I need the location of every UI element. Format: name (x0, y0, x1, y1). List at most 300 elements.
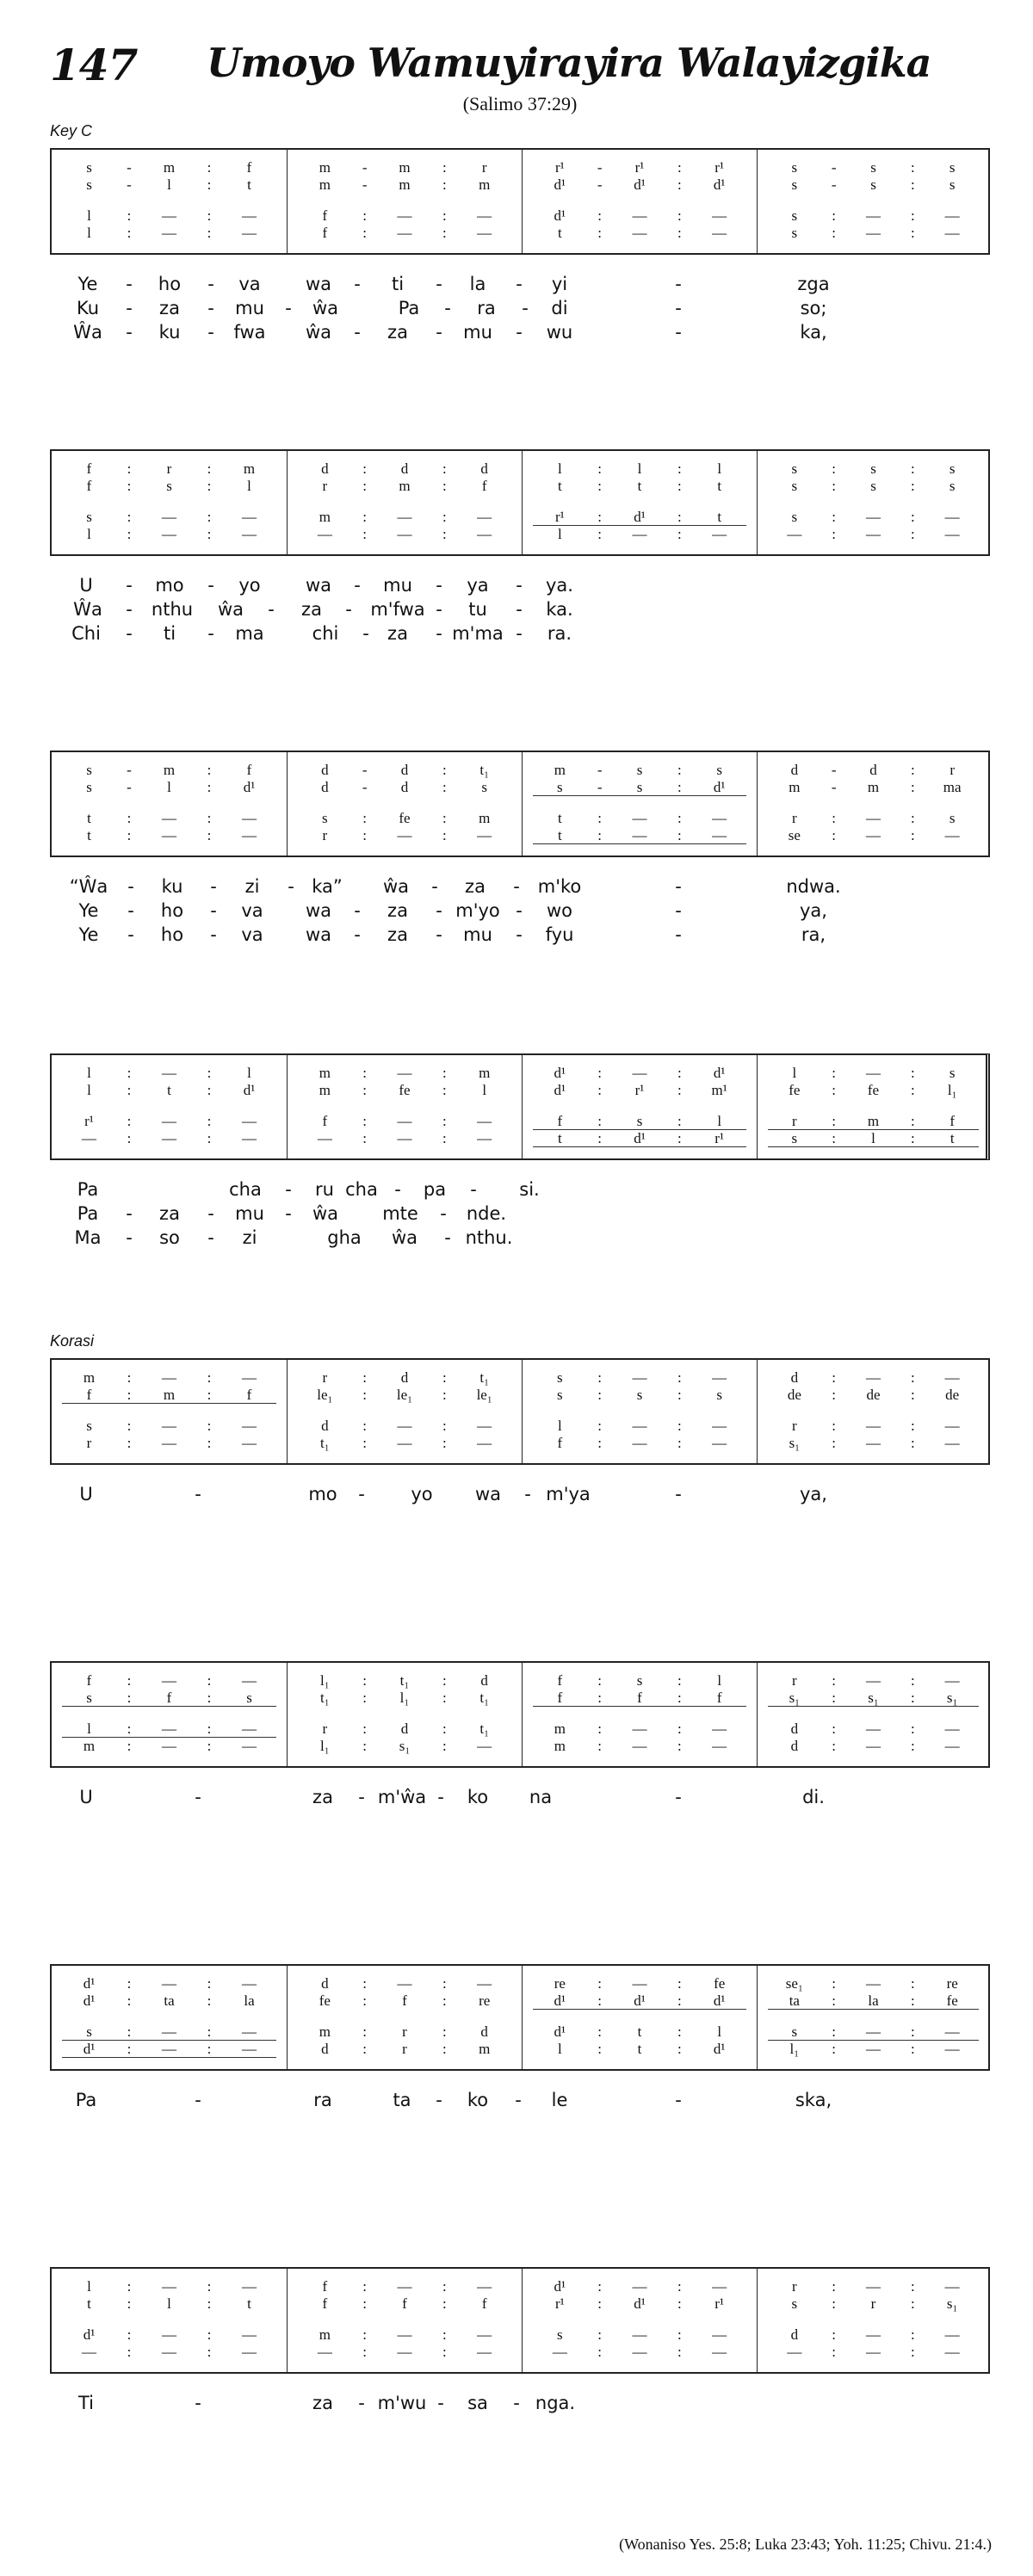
lyric-syllable: Pa (77, 1179, 99, 1200)
solfa-note: d (790, 1720, 799, 1737)
solfa-note: r (481, 159, 487, 176)
lyric-syllable: mu (235, 1203, 264, 1224)
solfa-note: — (866, 2041, 881, 2057)
voice-row (533, 160, 746, 176)
syllable-hyphen: - (354, 575, 361, 596)
syllable-hyphen: - (345, 599, 352, 620)
measure (757, 752, 989, 856)
beat-separator: : (910, 159, 915, 176)
measure (757, 2269, 989, 2372)
syllable-hyphen: - (207, 298, 214, 318)
syllable-hyphen: - (675, 876, 682, 897)
beat-separator: : (910, 225, 915, 241)
solfa-note: f (481, 478, 487, 494)
beat-separator: : (832, 2295, 837, 2312)
lyric-syllable: za (465, 876, 486, 897)
beat-separator: - (597, 176, 603, 193)
voice-row (533, 1387, 746, 1403)
solfa-note: d¹ (554, 1992, 566, 2009)
lyric-line (0, 1227, 1033, 1251)
solfa-note: r¹ (714, 2295, 725, 2312)
solfa-note: f (557, 1435, 563, 1451)
syllable-hyphen: - (126, 623, 133, 644)
solfa-note: — (162, 1435, 176, 1451)
solfa-note: s (86, 1418, 92, 1434)
solfa-note: l (717, 1113, 722, 1129)
measure (287, 1360, 522, 1463)
voice-row (298, 1387, 511, 1403)
beat-separator: : (207, 1435, 212, 1451)
beat-separator: : (127, 2023, 132, 2040)
beat-separator: : (207, 2326, 212, 2343)
measure (287, 1663, 522, 1766)
solfa-note: t (557, 810, 562, 826)
lyric-syllable: mu (463, 322, 492, 343)
lyric-syllable: m'wu (377, 2393, 427, 2413)
beat-separator: : (597, 1387, 603, 1403)
measure (52, 2269, 287, 2372)
beat-separator: : (832, 1065, 837, 1081)
beat-separator: : (832, 1435, 837, 1451)
lyric-syllable: zga (797, 274, 830, 294)
beat-separator: - (127, 779, 132, 795)
solfa-note: t₁ (479, 1690, 489, 1706)
beat-separator: : (442, 1690, 447, 1706)
beat-separator: : (362, 1672, 368, 1689)
solfa-note: s (949, 159, 956, 176)
voice-row (298, 1739, 511, 1754)
voice-row (533, 461, 746, 477)
beat-separator: : (597, 1418, 603, 1434)
solfa-note: r (322, 827, 328, 843)
solfa-note: r (792, 2278, 797, 2295)
lyric-syllable: pa (423, 1179, 447, 1200)
beat-separator: : (832, 1418, 837, 1434)
lyric-syllable: wa (305, 924, 332, 945)
beat-separator: : (597, 1690, 603, 1706)
solfa-note: m (399, 159, 411, 176)
lyric-syllable: za (312, 2393, 333, 2413)
beat-separator: : (597, 509, 603, 525)
solfa-note: m (83, 1738, 96, 1754)
solfa-note: d (790, 1738, 799, 1754)
solfa-note: l (637, 460, 642, 477)
solfa-note: — (787, 526, 802, 542)
solfa-note: — (944, 1435, 960, 1451)
syllable-hyphen: - (207, 322, 214, 343)
solfa-note: d¹ (713, 176, 726, 193)
beat-separator: : (362, 1992, 368, 2009)
solfa-note: f (402, 1992, 407, 2009)
solfa-note: r (322, 478, 328, 494)
solfa-note: m (163, 1387, 176, 1403)
voice-row (298, 1418, 511, 1434)
solfa-note: f (557, 1113, 563, 1129)
solfa-note: s (870, 176, 876, 193)
solfa-note: re (946, 1975, 958, 1992)
beat-separator: : (910, 478, 915, 494)
voice-row (533, 811, 746, 826)
solfa-note: — (397, 526, 412, 542)
voice-row (298, 2024, 511, 2040)
voice-row (298, 2279, 511, 2295)
beat-separator: : (207, 1738, 212, 1754)
solfa-note: s (791, 478, 798, 494)
beat-separator: : (127, 460, 132, 477)
solfa-note: r (949, 762, 956, 778)
beat-separator: : (207, 2278, 212, 2295)
measure (757, 451, 989, 554)
beat-separator: : (677, 1130, 682, 1146)
voice-row (62, 208, 276, 224)
voice-row (298, 1721, 511, 1737)
solfa-note: s (86, 779, 92, 795)
beat-separator: : (910, 1975, 915, 1992)
beat-separator: : (597, 2278, 603, 2295)
beat-separator: : (362, 2326, 368, 2343)
syllable-hyphen: - (358, 1787, 365, 1807)
solfa-note: s (791, 509, 798, 525)
solfa-note: — (944, 827, 960, 843)
syllable-hyphen: - (436, 599, 442, 620)
lyric-line (0, 298, 1033, 322)
voice-row (768, 1083, 979, 1098)
lyric-syllable: mu (235, 298, 264, 318)
solfa-note: — (397, 207, 412, 224)
lyric-syllable: m'ma (452, 623, 504, 644)
voice-row (533, 2279, 746, 2295)
voice-row (768, 1976, 979, 1992)
lyric-syllable: nga. (535, 2393, 576, 2413)
lyric-line (0, 1179, 1033, 1203)
voice-row (62, 177, 276, 193)
syllable-hyphen: - (436, 924, 442, 945)
voice-row (533, 828, 746, 844)
solfa-note: r (792, 1672, 797, 1689)
solfa-note: t (87, 2295, 91, 2312)
solfa-note: d¹ (554, 2023, 566, 2040)
solfa-note: m (479, 810, 491, 826)
beat-separator: : (127, 1690, 132, 1706)
solfa-note: f (322, 207, 328, 224)
solfa-note: d (400, 1369, 409, 1386)
voice-row (298, 527, 511, 542)
voice-row (298, 780, 511, 795)
voice-row (298, 225, 511, 241)
solfa-note: s (949, 176, 956, 193)
voice-row (768, 208, 979, 224)
solfa-note: — (397, 509, 412, 525)
voice-row (768, 2327, 979, 2343)
syllable-hyphen: - (285, 1203, 292, 1224)
solfa-note: l (871, 1130, 875, 1146)
voice-row (768, 1418, 979, 1434)
voice-row (533, 1418, 746, 1434)
solfa-note: s (791, 1130, 798, 1146)
beat-separator: : (207, 225, 212, 241)
voice-row (533, 479, 746, 494)
syllable-hyphen: - (444, 298, 451, 318)
lyric-syllable: yi (551, 274, 568, 294)
solfa-note: — (242, 207, 257, 224)
beat-separator: - (597, 762, 603, 778)
voice-row (62, 1436, 276, 1451)
solfa-note: m (867, 1113, 880, 1129)
measure (52, 1966, 287, 2069)
beat-separator: : (910, 2295, 915, 2312)
syllable-hyphen: - (195, 2393, 201, 2413)
solfa-note: — (944, 526, 960, 542)
solfa-note: s (636, 1672, 643, 1689)
solfa-note: la (868, 1992, 879, 2009)
lyric-syllable: ti (391, 274, 405, 294)
solfa-note: l (717, 2023, 722, 2040)
beat-separator: : (442, 460, 447, 477)
beat-separator: - (831, 176, 837, 193)
voice-row (62, 2042, 276, 2058)
lyric-syllable: za (312, 1787, 333, 1807)
solfa-note: d¹ (554, 176, 566, 193)
hymn-subtitle: (Salimo 37:29) (462, 93, 578, 114)
hymn-title: Umoyo Wamuyirayira Walayizgika (207, 40, 931, 86)
voice-row (298, 811, 511, 826)
beat-separator: : (832, 526, 837, 542)
solfa-note: t₁ (320, 1690, 330, 1706)
solfa-note: d (321, 2041, 329, 2057)
solfa-note: s (949, 478, 956, 494)
beat-separator: : (910, 827, 915, 843)
solfa-note: t (247, 2295, 251, 2312)
solfa-note: — (866, 1672, 881, 1689)
beat-separator: : (207, 1387, 212, 1403)
solfa-note: d (400, 460, 409, 477)
beat-separator: : (207, 1690, 212, 1706)
beat-separator: : (362, 1738, 368, 1754)
syllable-hyphen: - (436, 274, 442, 294)
solfa-note: — (712, 1738, 727, 1754)
lyric-syllable: cha (229, 1179, 262, 1200)
solfa-note: — (242, 827, 257, 843)
beat-separator: : (442, 159, 447, 176)
beat-separator: : (677, 1435, 682, 1451)
solfa-note: — (712, 1435, 727, 1451)
solfa-note: — (317, 526, 332, 542)
lyric-syllable: fwa (233, 322, 266, 343)
beat-separator: : (910, 1387, 915, 1403)
beat-separator: : (677, 526, 682, 542)
syllable-hyphen: - (516, 924, 523, 945)
beat-separator: : (597, 1082, 603, 1098)
solfa-note: — (397, 2344, 412, 2360)
beat-separator: : (442, 779, 447, 795)
solfa-note: s (86, 1690, 92, 1706)
lyric-syllable: ka” (312, 876, 343, 897)
solfa-note: — (712, 2278, 727, 2295)
solfa-note: — (632, 2278, 647, 2295)
beat-separator: : (677, 460, 682, 477)
score-system (50, 751, 990, 857)
solfa-note: d¹ (713, 2041, 726, 2057)
solfa-note: — (242, 2326, 257, 2343)
solfa-note: m (479, 2041, 491, 2057)
beat-separator: : (127, 1418, 132, 1434)
lyric-syllable: za (387, 623, 408, 644)
solfa-note: s (949, 1065, 956, 1081)
solfa-note: m (867, 779, 880, 795)
solfa-note: — (477, 827, 492, 843)
beat-separator: : (597, 2326, 603, 2343)
solfa-note: l (557, 460, 562, 477)
lyric-syllable: m'ko (537, 876, 582, 897)
voice-row (62, 479, 276, 494)
solfa-note: — (866, 1975, 881, 1992)
solfa-note: r (792, 1418, 797, 1434)
beat-separator: : (362, 2344, 368, 2360)
beat-separator: - (362, 159, 368, 176)
voice-row (768, 1721, 979, 1737)
lyric-syllable: wu (546, 322, 573, 343)
solfa-note: t (717, 509, 722, 525)
voice-row (62, 1131, 276, 1146)
solfa-note: — (712, 526, 727, 542)
beat-separator: - (831, 779, 837, 795)
syllable-hyphen: - (516, 575, 523, 596)
beat-separator: : (832, 225, 837, 241)
syllable-hyphen: - (354, 924, 361, 945)
solfa-note: — (162, 810, 176, 826)
solfa-note: t (717, 478, 722, 494)
beat-separator: : (832, 478, 837, 494)
solfa-note: r¹ (554, 2295, 565, 2312)
key-label: Key C (50, 122, 93, 139)
solfa-note: f (402, 2295, 407, 2312)
solfa-note: — (162, 1418, 176, 1434)
syllable-hyphen: - (207, 575, 214, 596)
voice-row (62, 2024, 276, 2041)
beat-separator: : (127, 1387, 132, 1403)
lyric-syllable: wa (305, 900, 332, 921)
solfa-note: — (944, 1418, 960, 1434)
beat-separator: : (442, 827, 447, 843)
solfa-note: t₁ (479, 1720, 489, 1737)
voice-row (768, 160, 979, 176)
solfa-note: r (322, 1369, 328, 1386)
measure (522, 2269, 757, 2372)
measure (287, 2269, 522, 2372)
solfa-note: — (944, 2326, 960, 2343)
solfa-note: t₁ (399, 1672, 410, 1689)
lyric-syllable: ŵa (305, 322, 332, 343)
beat-separator: : (677, 478, 682, 494)
solfa-note: se (788, 827, 801, 843)
beat-separator: : (207, 207, 212, 224)
beat-separator: : (910, 1418, 915, 1434)
voice-row (298, 828, 511, 843)
beat-separator: : (442, 1113, 447, 1129)
lyric-syllable: na (529, 1787, 553, 1807)
syllable-hyphen: - (195, 1787, 201, 1807)
beat-separator: - (597, 779, 603, 795)
lyric-syllable: mte (382, 1203, 418, 1224)
beat-separator: : (910, 1738, 915, 1754)
beat-separator: : (597, 225, 603, 241)
solfa-note: — (317, 1130, 332, 1146)
voice-row (768, 177, 979, 193)
voice-row (298, 2344, 511, 2360)
syllable-hyphen: - (285, 1179, 292, 1200)
solfa-note: — (944, 225, 960, 241)
syllable-hyphen: - (126, 298, 133, 318)
lyric-syllable: Ye (78, 900, 99, 921)
syllable-hyphen: - (126, 1203, 133, 1224)
beat-separator: : (597, 2344, 603, 2360)
beat-separator: : (910, 1082, 915, 1098)
syllable-hyphen: - (436, 322, 442, 343)
lyric-line (0, 623, 1033, 647)
beat-separator: : (910, 509, 915, 525)
solfa-note: f (322, 1113, 328, 1129)
beat-separator: : (362, 1720, 368, 1737)
beat-separator: : (127, 1738, 132, 1754)
lyric-syllable: ndwa. (786, 876, 841, 897)
solfa-note: f (246, 159, 252, 176)
solfa-note: d (400, 1720, 409, 1737)
measure (522, 150, 757, 253)
solfa-note: d¹ (83, 1975, 96, 1992)
solfa-note: — (712, 1720, 727, 1737)
beat-separator: : (832, 1672, 837, 1689)
solfa-note: — (866, 810, 881, 826)
syllable-hyphen: - (436, 575, 442, 596)
voice-row (768, 1066, 979, 1081)
beat-separator: : (597, 526, 603, 542)
lyric-syllable: Ŵa (73, 599, 102, 620)
voice-row (298, 2042, 511, 2057)
beat-separator: : (597, 1435, 603, 1451)
beat-separator: : (910, 1369, 915, 1386)
solfa-note: d¹ (554, 2278, 566, 2295)
beat-separator: - (127, 762, 132, 778)
syllable-hyphen: - (431, 876, 438, 897)
syllable-hyphen: - (394, 1179, 401, 1200)
solfa-note: r¹ (84, 1113, 94, 1129)
solfa-note: f (246, 762, 252, 778)
lyric-syllable: wa (305, 274, 332, 294)
syllable-hyphen: - (675, 322, 682, 343)
voice-row (533, 1066, 746, 1081)
beat-separator: : (442, 207, 447, 224)
lyric-syllable: mu (383, 575, 412, 596)
solfa-note: — (712, 2344, 727, 2360)
measure (522, 1360, 757, 1463)
solfa-note: m (399, 478, 411, 494)
scripture-reference: (Wonaniso Yes. 25:8; Luka 23:43; Yoh. 11:25; Chivu. 21:4.) (619, 2536, 992, 2553)
beat-separator: : (442, 509, 447, 525)
solfa-note: — (866, 1720, 881, 1737)
beat-separator: : (832, 1369, 837, 1386)
solfa-note: — (712, 827, 727, 843)
solfa-note: l (167, 779, 171, 795)
solfa-note: f (481, 2295, 487, 2312)
solfa-note: — (632, 1418, 647, 1434)
beat-separator: : (127, 827, 132, 843)
lyric-syllable: U (79, 1484, 93, 1504)
solfa-note: — (397, 2326, 412, 2343)
beat-separator: : (207, 460, 212, 477)
lyric-syllable: mu (463, 924, 492, 945)
beat-separator: : (910, 460, 915, 477)
beat-separator: : (442, 1992, 447, 2009)
